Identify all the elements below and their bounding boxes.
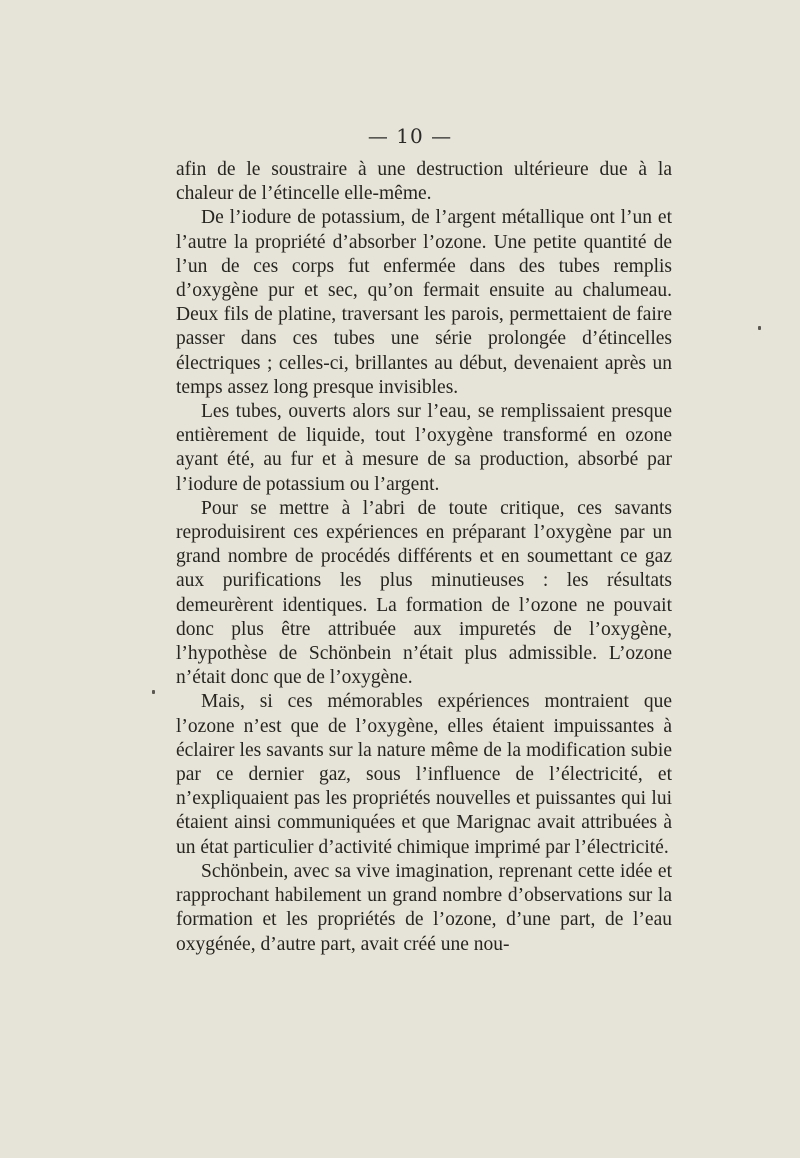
paragraph-3: Les tubes, ouverts alors sur l’eau, se remplissaient presque entièrement de liquide, tout l’oxygène transformé en ozone ayant été, au fur et à mesure de sa production, absorbé par l’iodure de potassium ou l’argent. xyxy=(176,401,672,495)
paragraph-5: Mais, si ces mémorables expériences montraient que l’ozone n’est que de l’oxygène, elles étaient impuissantes à éclairer les savants sur la nature même de la modification subie par ce dernier gaz, sous l’influence de l’électricité, et n’expliquaient pas les propriétés nouvelles et puissantes qui lui étaient ainsi communiquées et que Marignac avait attribuées à un état particulier d’activité chimique imprimé par l’électricité. xyxy=(176,691,672,858)
paragraph-1: afin de le soustraire à une destruction ultérieure due à la chaleur de l’étincelle elle-même. xyxy=(176,159,672,205)
paragraph-4: Pour se mettre à l’abri de toute critique, ces savants reproduisirent ces expériences en préparant l’oxygène par un grand nombre de procédés différents et en soumettant ce gaz aux purifications les plus minutieuses : les résultats demeurèrent identiques. La formation de l’ozone ne pouvait donc plus être attribuée aux impuretés de l’oxygène, l’hypothèse de Schönbein n’était plus admissible. L’ozone n’était donc que de l’oxygène. xyxy=(176,497,672,689)
margin-speck-right xyxy=(758,326,761,330)
page-number: — 10 — xyxy=(367,124,453,148)
paragraph-2: De l’iodure de potassium, de l’argent métallique ont l’un et l’autre la propriété d’absorber l’ozone. Une petite quantité de l’un de ces corps fut enfermée dans des tubes remplis d’oxygène pur et sec, qu’on fermait ensuite au chalumeau. Deux fils de platine, traversant les parois, permettaient de faire passer dans ces tubes une série prolongée d’étincelles électriques ; celles-ci, brillantes au début, devenaient après un temps assez long presque invisibles. xyxy=(176,207,672,398)
paragraph-6: Schönbein, avec sa vive imagination, reprenant cette idée et rapprochant habilement un grand nombre d’observations sur la formation et les propriétés de l’ozone, d’une part, de l’eau oxygénée, d’autre part, avait créé une nou- xyxy=(176,860,672,955)
body-text xyxy=(176,158,672,957)
margin-speck-left xyxy=(152,690,155,694)
